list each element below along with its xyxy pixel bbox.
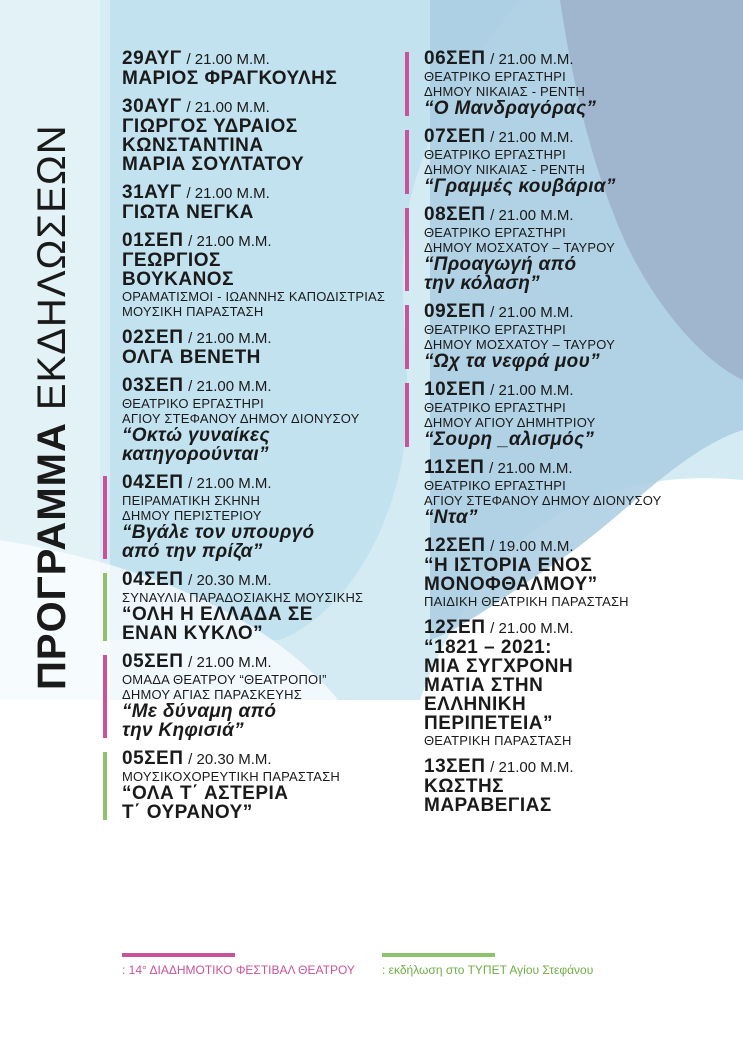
event-datetime — [122, 232, 407, 251]
event-entry — [424, 50, 724, 118]
event-title: Τ΄ ΟΥΡΑΝΟΥ” — [122, 802, 253, 823]
event-marker-festival — [405, 52, 409, 116]
event-organizer: ΘΕΑΤΡΙΚΟ ΕΡΓΑΣΤΗΡΙ — [424, 69, 566, 84]
event-organizer: ΔΗΜΟΥ ΠΕΡΙΣΤΕΡΙΟΥ — [122, 508, 262, 523]
event-date: 09ΣΕΠ — [424, 301, 486, 322]
event-date: 29ΑΥΓ — [122, 48, 182, 69]
event-datetime — [424, 459, 724, 478]
event-title: ΚΩΣΤΗΣ — [424, 776, 505, 797]
event-date: 13ΣΕΠ — [424, 756, 486, 777]
event-time: / 21.00 Μ.Μ. — [489, 460, 573, 477]
event-date: 31ΑΥΓ — [122, 182, 182, 203]
event-title: “Προαγωγή από — [424, 254, 577, 275]
event-datetime — [424, 537, 724, 556]
event-date: 08ΣΕΠ — [424, 204, 486, 225]
event-datetime — [122, 750, 407, 769]
event-organizer: ΠΕΙΡΑΜΑΤΙΚΗ ΣΚΗΝΗ — [122, 493, 261, 508]
event-title: “Γραμμές κουβάρια” — [424, 176, 616, 197]
event-title: “Η ΙΣΤΟΡΙΑ ΕΝΟΣ — [424, 555, 593, 576]
event-entry — [424, 459, 724, 527]
event-date: 12ΣΕΠ — [424, 617, 486, 638]
event-time: / 21.00 Μ.Μ. — [188, 330, 272, 347]
event-datetime — [424, 758, 724, 777]
event-marker-festival — [405, 208, 409, 291]
legend-typet-bar — [382, 953, 495, 957]
event-subtitle: ΠΑΙΔΙΚΗ ΘΕΑΤΡΙΚΗ ΠΑΡΑΣΤΑΣΗ — [424, 594, 629, 609]
event-entry — [122, 232, 407, 319]
event-datetime — [122, 184, 407, 203]
title-bold: ΠΡΟΓΡΑΜΜΑ — [29, 422, 74, 690]
event-date: 01ΣΕΠ — [122, 230, 184, 251]
event-marker-festival — [405, 305, 409, 369]
event-entry — [122, 377, 407, 464]
event-datetime — [424, 128, 724, 147]
event-marker-festival — [103, 655, 107, 738]
event-date: 04ΣΕΠ — [122, 472, 184, 493]
title-light: ΕΚΔΗΛΩΣΕΩΝ — [29, 124, 74, 411]
event-entry — [122, 653, 407, 740]
event-entry — [424, 381, 724, 449]
event-title: “1821 – 2021: — [424, 637, 552, 658]
event-marker-festival — [103, 476, 107, 559]
event-datetime — [122, 98, 407, 117]
event-title: ΓΙΩΤΑ ΝΕΓΚΑ — [122, 202, 254, 223]
event-time: / 21.00 Μ.Μ. — [490, 51, 574, 68]
legend-festival-bar — [122, 953, 235, 957]
event-title: “Με δύναμη από — [122, 701, 277, 722]
event-time: / 21.00 Μ.Μ. — [186, 185, 270, 202]
event-date: 11ΣΕΠ — [424, 457, 485, 478]
event-time: / 21.00 Μ.Μ. — [188, 654, 272, 671]
event-date: 30ΑΥΓ — [122, 96, 182, 117]
event-time: / 21.00 Μ.Μ. — [188, 378, 272, 395]
event-organizer: ΔΗΜΟΥ ΑΓΙΟΥ ΔΗΜΗΤΡΙΟΥ — [424, 415, 596, 430]
event-datetime — [122, 377, 407, 396]
event-title: ΕΝΑΝ ΚΥΚΛΟ” — [122, 623, 264, 644]
event-title: “Ο Μανδραγόρας” — [424, 98, 597, 119]
event-title: “Σουρη _αλισμός” — [424, 429, 595, 450]
event-time: / 21.00 Μ.Μ. — [490, 304, 574, 321]
event-title: ΜΑΤΙΑ ΣΤΗΝ — [424, 675, 544, 696]
event-subtitle: ΟΡΑΜΑΤΙΣΜΟΙ - ΙΩΑΝΝΗΣ ΚΑΠΟΔΙΣΤΡΙΑΣ — [122, 289, 386, 304]
event-marker-typet — [103, 573, 107, 641]
event-organizer: ΔΗΜΟΥ ΝΙΚΑΙΑΣ - ΡΕΝΤΗ — [424, 162, 586, 177]
event-time: / 21.00 Μ.Μ. — [186, 99, 270, 116]
event-time: / 20.30 Μ.Μ. — [188, 751, 272, 768]
event-datetime — [122, 571, 407, 590]
event-datetime — [424, 381, 724, 400]
legend-typet-label: : εκδήλωση στο ΤΥΠΕΤ Αγίου Στεφάνου — [382, 963, 594, 977]
event-title: “ΟΛΑ Τ΄ ΑΣΤΕΡΙΑ — [122, 783, 289, 804]
event-title: ΜΟΝΟΦΘΑΛΜΟΥ” — [424, 574, 598, 595]
event-organizer: ΘΕΑΤΡΙΚΟ ΕΡΓΑΣΤΗΡΙ — [424, 225, 566, 240]
event-title: ΓΙΩΡΓΟΣ ΥΔΡΑΙΟΣ — [122, 116, 298, 137]
event-entry — [424, 206, 724, 293]
event-time: / 21.00 Μ.Μ. — [490, 207, 574, 224]
event-datetime — [122, 474, 407, 493]
event-datetime — [424, 50, 724, 69]
event-date: 06ΣΕΠ — [424, 48, 486, 69]
event-title: από την πρίζα” — [122, 541, 263, 562]
event-marker-typet — [103, 752, 107, 820]
event-date: 04ΣΕΠ — [122, 569, 184, 590]
event-title: την Κηφισιά” — [122, 720, 244, 741]
event-title: “Ντα” — [424, 507, 478, 528]
event-title: ΚΩΝΣΤΑΝΤΙΝΑ — [122, 135, 264, 156]
event-time: / 21.00 Μ.Μ. — [490, 129, 574, 146]
schedule-column-right — [424, 50, 724, 825]
page-title — [22, 40, 82, 690]
event-marker-festival — [405, 130, 409, 194]
event-entry — [424, 303, 724, 371]
event-title: ΠΕΡΙΠΕΤΕΙΑ” — [424, 713, 554, 734]
event-time: / 21.00 Μ.Μ. — [188, 233, 272, 250]
event-date: 02ΣΕΠ — [122, 327, 184, 348]
event-entry — [122, 329, 407, 367]
event-organizer: ΔΗΜΟΥ ΜΟΣΧΑΤΟΥ – ΤΑΥΡΟΥ — [424, 240, 616, 255]
event-title: ΕΛΛΗΝΙΚΗ — [424, 694, 527, 715]
event-entry — [424, 537, 724, 609]
event-date: 12ΣΕΠ — [424, 535, 486, 556]
event-date: 05ΣΕΠ — [122, 651, 184, 672]
event-subtitle: ΘΕΑΤΡΙΚΗ ΠΑΡΑΣΤΑΣΗ — [424, 733, 572, 748]
event-title: ΟΛΓΑ ΒΕΝΕΤΗ — [122, 347, 261, 368]
event-organizer: ΣΥΝΑΥΛΙΑ ΠΑΡΑΔΟΣΙΑΚΗΣ ΜΟΥΣΙΚΗΣ — [122, 590, 364, 605]
event-entry — [424, 619, 724, 748]
event-date: 10ΣΕΠ — [424, 379, 486, 400]
event-title: “Ωχ τα νεφρά μου” — [424, 351, 600, 372]
event-title: “Βγάλε τον υπουργό — [122, 522, 315, 543]
event-organizer: ΑΓΙΟΥ ΣΤΕΦΑΝΟΥ ΔΗΜΟΥ ΔΙΟΝΥΣΟΥ — [122, 411, 360, 426]
event-time: / 21.00 Μ.Μ. — [490, 620, 574, 637]
event-entry — [122, 571, 407, 643]
event-organizer: ΜΟΥΣΙΚΟΧΟΡΕΥΤΙΚΗ ΠΑΡΑΣΤΑΣΗ — [122, 769, 340, 784]
event-entry — [122, 50, 407, 88]
event-time: / 21.00 Μ.Μ. — [186, 51, 270, 68]
event-title: ΓΕΩΡΓΙΟΣ — [122, 250, 221, 271]
event-organizer: ΘΕΑΤΡΙΚΟ ΕΡΓΑΣΤΗΡΙ — [424, 147, 566, 162]
event-organizer: ΔΗΜΟΥ ΜΟΣΧΑΤΟΥ – ΤΑΥΡΟΥ — [424, 337, 616, 352]
event-title: ΜΙΑ ΣΥΓΧΡΟΝΗ — [424, 656, 574, 677]
event-organizer: ΔΗΜΟΥ ΑΓΙΑΣ ΠΑΡΑΣΚΕΥΗΣ — [122, 687, 302, 702]
event-datetime — [122, 329, 407, 348]
event-title: “ΟΛΗ Η ΕΛΛΑΔΑ ΣΕ — [122, 604, 313, 625]
event-time: / 21.00 Μ.Μ. — [490, 759, 574, 776]
event-date: 05ΣΕΠ — [122, 748, 184, 769]
event-datetime — [122, 50, 407, 69]
event-datetime — [424, 619, 724, 638]
event-organizer: ΘΕΑΤΡΙΚΟ ΕΡΓΑΣΤΗΡΙ — [122, 396, 264, 411]
event-marker-festival — [405, 383, 409, 447]
event-title: ΜΑΡΙΟΣ ΦΡΑΓΚΟΥΛΗΣ — [122, 68, 338, 89]
event-date: 03ΣΕΠ — [122, 375, 184, 396]
legend-typet — [382, 953, 593, 977]
event-title: ΒΟΥΚΑΝΟΣ — [122, 269, 234, 290]
event-datetime — [424, 303, 724, 322]
legend-festival — [122, 953, 355, 977]
event-organizer: ΟΜΑΔΑ ΘΕΑΤΡΟΥ “ΘΕΑΤΡΟΠΟΙ” — [122, 672, 327, 687]
event-time: / 21.00 Μ.Μ. — [188, 475, 272, 492]
event-entry — [122, 98, 407, 174]
event-entry — [424, 758, 724, 815]
event-title: ΜΑΡΑΒΕΓΙΑΣ — [424, 795, 552, 816]
schedule-column-left — [122, 50, 407, 832]
event-title: κατηγορούνται” — [122, 444, 269, 465]
event-organizer: ΘΕΑΤΡΙΚΟ ΕΡΓΑΣΤΗΡΙ — [424, 400, 566, 415]
event-entry — [122, 474, 407, 561]
event-time: / 20.30 Μ.Μ. — [188, 572, 272, 589]
event-entry — [122, 184, 407, 222]
event-organizer: ΘΕΑΤΡΙΚΟ ΕΡΓΑΣΤΗΡΙ — [424, 322, 566, 337]
event-organizer: ΑΓΙΟΥ ΣΤΕΦΑΝΟΥ ΔΗΜΟΥ ΔΙΟΝΥΣΟΥ — [424, 493, 662, 508]
event-datetime — [122, 653, 407, 672]
event-time: / 19.00 Μ.Μ. — [490, 538, 574, 555]
event-date: 07ΣΕΠ — [424, 126, 486, 147]
event-entry — [424, 128, 724, 196]
event-time: / 21.00 Μ.Μ. — [490, 382, 574, 399]
event-title: την κόλαση” — [424, 273, 540, 294]
event-datetime — [424, 206, 724, 225]
event-entry — [122, 750, 407, 822]
event-organizer: ΔΗΜΟΥ ΝΙΚΑΙΑΣ - ΡΕΝΤΗ — [424, 84, 586, 99]
event-title: “Οκτώ γυναίκες — [122, 425, 270, 446]
event-subtitle: ΜΟΥΣΙΚΗ ΠΑΡΑΣΤΑΣΗ — [122, 304, 264, 319]
event-organizer: ΘΕΑΤΡΙΚΟ ΕΡΓΑΣΤΗΡΙ — [424, 478, 566, 493]
event-title: ΜΑΡΙΑ ΣΟΥΛΤΑΤΟΥ — [122, 154, 305, 175]
legend-festival-label: : 14° ΔΙΑΔΗΜΟΤΙΚΟ ΦΕΣΤΙΒΑΛ ΘΕΑΤΡΟΥ — [122, 963, 355, 977]
